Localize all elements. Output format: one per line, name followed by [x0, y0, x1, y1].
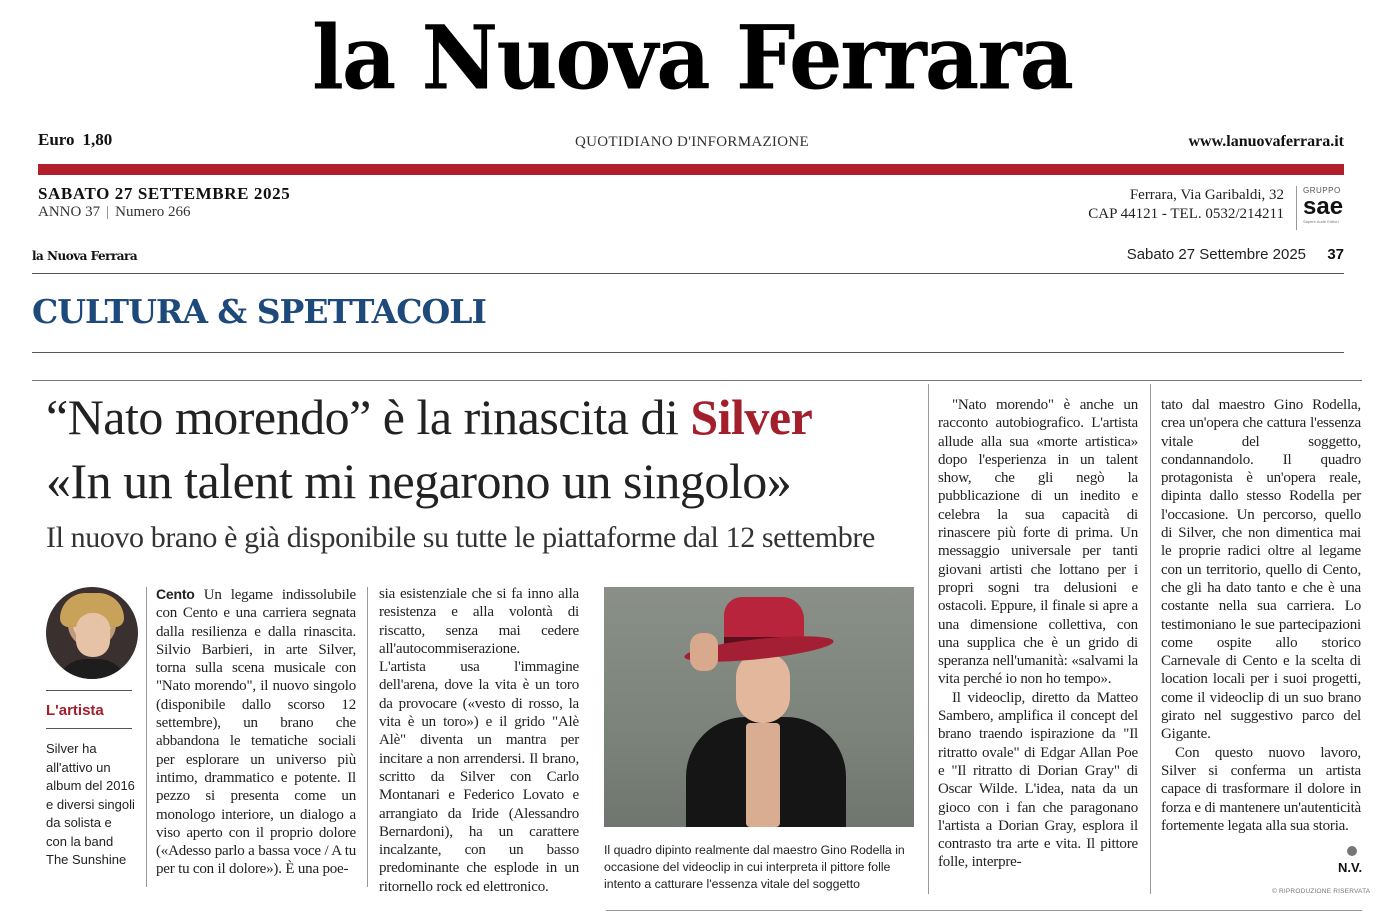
- issue-info: ANNO 37 | Numero 266: [38, 204, 191, 220]
- author-signature: N.V.: [1338, 860, 1363, 875]
- issue-date: SABATO 27 SETTEMBRE 2025: [38, 184, 291, 203]
- column-3-paragraph-2: Il videoclip, diretto da Matteo Sambero, amplifica il concept del brano traendo ispirazione da "Il ritratto ovale" di Edgar Allan Poe e "Il ritratto di Dorian Gray" di Oscar Wilde. L'idea, nata da un gioco con i fan che paragonano l'artista a Dorian Gray, esplora il contrasto tra arte e vita. Il pittore folle, interpre-: [938, 689, 1138, 871]
- running-head-date: Sabato 27 Settembre 2025: [1126, 246, 1306, 263]
- column-divider: [1150, 384, 1151, 894]
- price-label: Euro: [38, 130, 75, 149]
- website-link[interactable]: www.lanuovaferrara.it: [1188, 133, 1344, 150]
- column-3-paragraph-1: "Nato morendo" è anche un racconto autobiografico. L'artista allude alla sua «morte artistica» dopo l'esperienza in un talent show, che gli negò la pubblicazione di un inedito e celebra la sua capacità di rinascere più forte di prima. Un messaggio universale per tanti giovani artisti che lottano per i propri sogni tra delusioni e ostacoli. Eppure, il finale si apre a una dimensione collettiva, con una supplica che è un grido di speranza nell'umanità: «salvami la vita perché io non ho tempo».: [938, 397, 1138, 688]
- article-column-3: [938, 396, 1138, 872]
- section-title: CULTURA & SPETTACOLI: [32, 292, 486, 331]
- column-2-paragraph-2: L'artista usa l'immagine dell'arena, dove la vita è un toro da provocare («vesto di rosso, la vita è un toro») e il grido "Alè Alè" diventa un mantra per incitare a non arrendersi. Il brano, scritto da Silver con Carlo Montanari e Federico Lovato e arrangiato da Iride (Alessandro Bernardoni), ha un carattere incalzante, con un basso predominante che esplode in un ritornello rock ed elettronico.: [379, 659, 579, 895]
- column-divider: [928, 384, 929, 894]
- page-number: 37: [1327, 246, 1344, 263]
- column-2-paragraph-1: sia esistenziale che si fa inno alla resistenza e alla volontà di riscatto, senza mai cedere all'autocommiserazione.: [379, 586, 579, 657]
- column-4-paragraph-2: Con questo nuovo lavoro, Silver si conferma un artista capace di trasformare il dolore in forza e di mantenere un'autenticità fortemente legata alla sua storia.: [1161, 744, 1361, 834]
- column-4-paragraph-1: tato dal maestro Gino Rodella, crea un'opera che cattura l'essenza vitale del soggetto, condannandolo. Il quadro protagonista è un'opera reale, dipinta dallo stesso Rodella per l'occasione. Un percorso, quello di Silver, che non dimentica mai le proprie radici oltre al legame con un territorio, quello di Cento, che gli ha dato tanto e che è una costante nella sua carriera. Lo testimoniano le sue partecipazioni come ospite allo storico Carnevale di Cento e la scelta di location locali per i suoi progetti, come il videoclip di un suo brano girato nel suggestivo parco del Gigante.: [1161, 397, 1361, 743]
- price-value: 1,80: [82, 130, 113, 149]
- address-line-1: Ferrara, Via Garibaldi, 32: [1129, 187, 1284, 203]
- end-mark-icon: [1347, 846, 1357, 856]
- article-column-2: [379, 585, 579, 896]
- dateline: Cento: [156, 586, 195, 602]
- divider: [606, 910, 1362, 911]
- article-column-4: [1161, 396, 1361, 835]
- artist-label: L'artista: [46, 702, 104, 719]
- article-column-1: [156, 585, 356, 879]
- article-deck: Il nuovo brano è già disponibile su tutte le piattaforme dal 12 settembre: [46, 521, 875, 554]
- headline-part-1: “Nato morendo” è la rinascita di: [46, 389, 679, 445]
- newspaper-masthead: la Nuova Ferrara: [311, 5, 1073, 110]
- divider: [32, 273, 1344, 274]
- issue-anno: ANNO 37: [38, 204, 101, 220]
- address-line-2: CAP 44121 - TEL. 0532/214211: [1088, 206, 1284, 222]
- copyright-note: © RIPRODUZIONE RISERVATA: [1272, 888, 1371, 895]
- divider: [46, 690, 132, 691]
- column-1-text: Un legame indissolubile con Cento e una carriera segnata dalla resilienza e dalla rinascita. Silvio Barbieri, in arte Silver, torna sulla scena musicale con "Nato morendo", il nuovo singolo (disponibile dallo scorso 12 settembre), un brano che abbandona le tematiche sociali per esplorare un universo più intimo, drammatico e potente. Il pezzo si presenta come un monologo interiore, un dialogo a viso aperto con il proprio dolore («Adesso parlo a bassa voce / A tu per tu con il dolore»). È una poe-: [156, 587, 356, 878]
- column-divider: [146, 587, 147, 887]
- group-tagline: Sapere Aude Editori: [1303, 219, 1339, 224]
- divider: [32, 352, 1344, 353]
- artist-description: Silver ha all'attivo un album del 2016 e diversi singoli da solista e con la band The Sunshine: [46, 741, 135, 867]
- issue-numero: Numero 266: [115, 204, 191, 220]
- artist-portrait-icon: [46, 587, 138, 679]
- column-divider: [367, 587, 368, 887]
- photo-caption: Il quadro dipinto realmente dal maestro Gino Rodella in occasione del videoclip in cui interpreta il pittore folle intento a catturare l'essenza vitale del soggetto: [604, 843, 905, 891]
- divider: [32, 380, 1362, 381]
- headline-line-1: [46, 388, 812, 446]
- masthead-subtitle: QUOTIDIANO D'INFORMAZIONE: [575, 134, 809, 150]
- masthead-red-bar: [38, 164, 1344, 175]
- divider: [46, 728, 132, 729]
- address-block: [1088, 186, 1284, 224]
- headline-line-2: «In un talent mi negarono un singolo»: [46, 453, 792, 509]
- group-logo: [1296, 186, 1353, 230]
- headline-highlight: Silver: [690, 389, 813, 445]
- group-label: GRUPPO: [1303, 186, 1341, 195]
- sae-logo-icon: sae: [1303, 193, 1344, 220]
- running-head-paper: la Nuova Ferrara: [32, 249, 138, 263]
- article-photo: [604, 587, 914, 827]
